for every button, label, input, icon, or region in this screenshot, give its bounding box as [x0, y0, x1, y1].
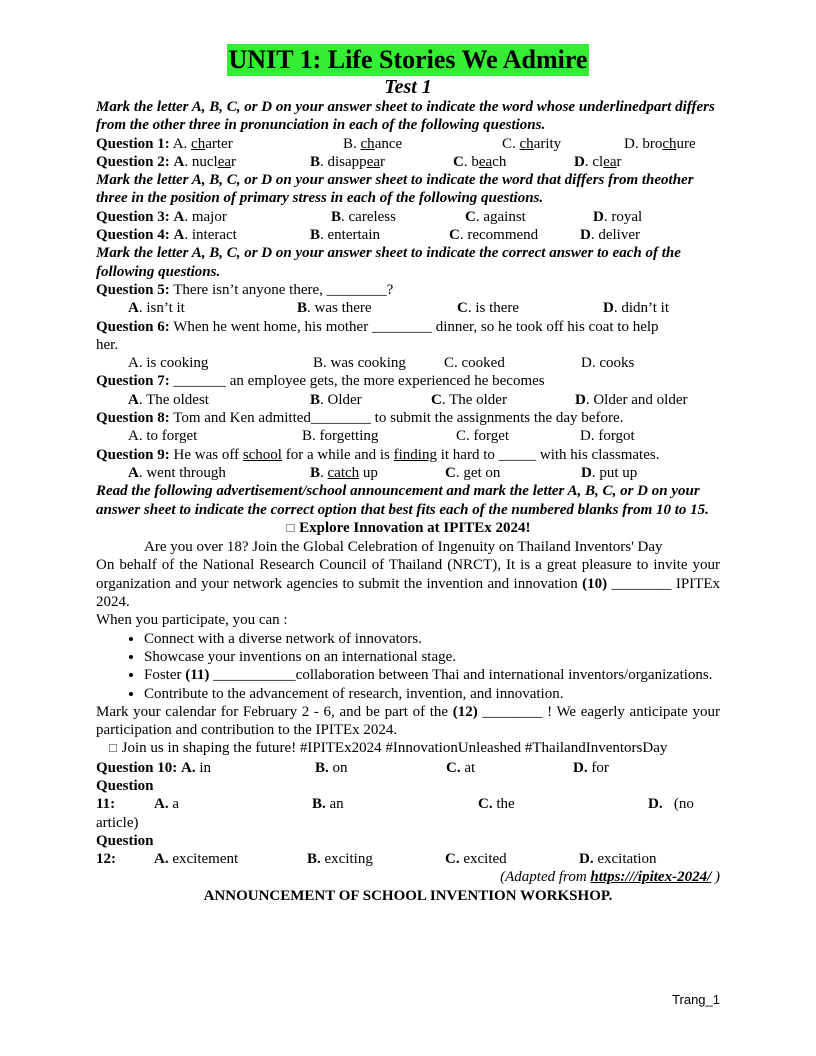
question-9-options: A. went through B. catch up C. get on D. put up	[128, 464, 638, 481]
ad-paragraph-5: ☐ Join us in shaping the future! #IPITEx2024 #InnovationUnleashed #ThailandInventorsDay	[108, 740, 668, 757]
question-4: Question 4: A. interact B. entertain C. recommend D. deliver	[96, 227, 640, 244]
question-5-options: A. isn’t it B. was there C. is there D. didn’t it	[128, 300, 669, 317]
question-12: Question	[96, 832, 154, 849]
question-8-options: A. to forget B. forgetting C. forget D. forgot	[128, 428, 635, 445]
question-1-label: Question 1:	[96, 135, 170, 152]
list-item: • Contribute to the advancement of research, invention, and innovation.	[144, 685, 720, 703]
question-10: Question 10: A. in B. on C. at D. for	[96, 759, 609, 776]
question-11: Question	[96, 777, 154, 794]
instruction-reading: Read the following advertisement/school announcement and mark the letter A, B, C, or D on your answer sheet to indicate the correct option that best fits each of the numbered blanks from 10 to 15.	[96, 483, 709, 518]
ad-paragraph-2: On behalf of the National Research Council of Thailand (NRCT), It is a great pleasure to invite your organization and your network agencies to submit the invention and innovation (10) ________ IPITEx 2024.	[96, 557, 720, 611]
list-item: • Foster (11) ___________collaboration between Thai and international inventors/organizations.	[144, 666, 720, 684]
question-8: Question 8: Tom and Ken admitted________ to submit the assignments the day before.	[96, 410, 624, 427]
instruction-stress: Mark the letter A, B, C, or D on your answer sheet to indicate the word that differs from theother three in the position of primary stress in each of the following questions.	[96, 172, 694, 207]
question-7: Question 7: _______ an employee gets, the more experienced he becomes	[96, 373, 545, 390]
ad-bullet-list	[96, 630, 720, 703]
question-6-options: A. is cooking B. was cooking C. cooked D. cooks	[128, 355, 635, 372]
question-7-options: A. The oldest B. Older C. The older D. Older and older	[128, 391, 688, 408]
ad-paragraph-1: Are you over 18? Join the Global Celebration of Ingenuity on Thailand Inventors' Day	[144, 539, 663, 556]
ad-heading: ☐ Explore Innovation at IPITEx 2024!	[285, 519, 531, 536]
question-9: Question 9: He was off school for a while and is finding it hard to _____ with his classmates.	[96, 446, 660, 463]
test-heading: Test 1	[384, 76, 432, 98]
instruction-pronunciation: Mark the letter A, B, C, or D on your answer sheet to indicate the word whose underlinedpart differs from the other three in pronunciation in each of the following questions.	[96, 99, 715, 134]
announcement-heading: ANNOUNCEMENT OF SCHOOL INVENTION WORKSHOP.	[203, 887, 613, 904]
question-1: Question 1: A. charter B. chance C. charity D. brochure	[96, 135, 696, 152]
instruction-correct-answer: Mark the letter A, B, C, or D on your answer sheet to indicate the correct answer to each of the following questions.	[96, 245, 681, 280]
page-number: Trang_1	[672, 992, 720, 1007]
question-2: Question 2: A. nuclear B. disappear C. beach D. clear	[96, 153, 622, 170]
question-11-options: 11: A. a B. an C. the D. (no	[96, 796, 694, 813]
source-credit: (Adapted from https:///ipitex-2024/ )	[500, 869, 720, 886]
ad-paragraph-3: When you participate, you can :	[96, 612, 288, 629]
question-6: Question 6: When he went home, his mother ________ dinner, so he took off his coat to help	[96, 318, 659, 335]
missing-glyph-icon: ☐	[108, 742, 118, 756]
question-5: Question 5: There isn’t anyone there, ________?	[96, 281, 394, 298]
question-3: Question 3: A. major B. careless C. against D. royal	[96, 208, 643, 225]
worksheet-page: UNIT 1: Life Stories We Admire Test 1 Mark the letter A, B, C, or D on your answer sheet to indicate the word whose underlinedpart differs from the other three in pronunciation in each of the following questions. Question 1: A. charter B. chance C. charity D. brochure Question 2: A. nuclear B. disappear C. beach D. clear Mark the letter A, B, C, or D on your answer sheet to indicate the word that differs from theother three in the position of primary stress in each of the following questions. Question 3: A. major B. careless C. against D. royal Question 4: A. interact B. entertain C. recommend D. deliver Mark the letter A, B, C, or D on your answer sheet to indicate the correct answer to each of the following questions. Question 5: There isn’t anyone there, ________? A. isn’t it B. was there C. is there D. didn’t it Question 6: When he went home, his mother ________ dinner, so he took off his coat to help her. A. is cooking B. was cooking C. cooked D. cooks Question 7: _______ an employee gets, the more experienced he becomes A. The oldest B. Older C. The older D. Older and older Question 8: Tom and Ken admitted________ to submit the assignments the day before. A. to forget B. forgetting C. forget D. forgot Question 9: He was off school for a while and is finding it hard to _____ with his classmates. A. went through B. catch up C. get on D. put up Read the following advertisement/school announcement and mark the letter A, B, C, or D on your answer sheet to indicate the correct option that best fits each of the numbered blanks from 10 to 15. ☐ Explore Innovation at IPITEx 2024! Are you over 18? Join the Global Celebration of Ingenuity on Thailand Inventors' Day On behalf of the National Research Council of Thailand (NRCT), It is a great pleasure to invite your organization and your network agencies to submit the invention and innovation (10) ________ IPITEx 2024. When you participate, you can : • Connect with a diverse network of innovators. • Showcase your inventions on an international stage. • Foster (11) ___________collaboration between Thai and international inventors/organizations. • Contribute to the advancement of research, invention, and innovation. Mark your calendar for February 2 - 6, and be part of the (12) ________ ! We eagerly anticipate your participation and contribution to the IPITEx 2024. ☐ Join us in shaping the future! #IPITEx2024 #InnovationUnleashed #ThailandInventorsDay Question 10: A. in B. on C. at D. for Question 11: A. a B. an C. the D. (no article) Question 12: A. excitement B. exciting C. excited D. excitation (Adapted from https:///ipitex-2024/ ) ANNOUNCEMENT OF SCHOOL INVENTION WORKSHOP.	[96, 44, 720, 905]
unit-title: UNIT 1: Life Stories We Admire	[228, 45, 588, 74]
question-12-options: 12: A. excitement B. exciting C. excited D. excitation	[96, 851, 657, 868]
list-item: • Connect with a diverse network of innovators.	[144, 630, 720, 648]
ad-paragraph-4: Mark your calendar for February 2 - 6, and be part of the (12) ________ ! We eagerly anticipate your participation and contribution to the IPITEx 2024.	[96, 703, 720, 739]
source-link[interactable]: https:///ipitex-2024/	[590, 869, 712, 886]
question-2-label: Question 2:	[96, 153, 170, 170]
missing-glyph-icon: ☐	[285, 521, 296, 535]
list-item: • Showcase your inventions on an international stage.	[144, 648, 720, 666]
